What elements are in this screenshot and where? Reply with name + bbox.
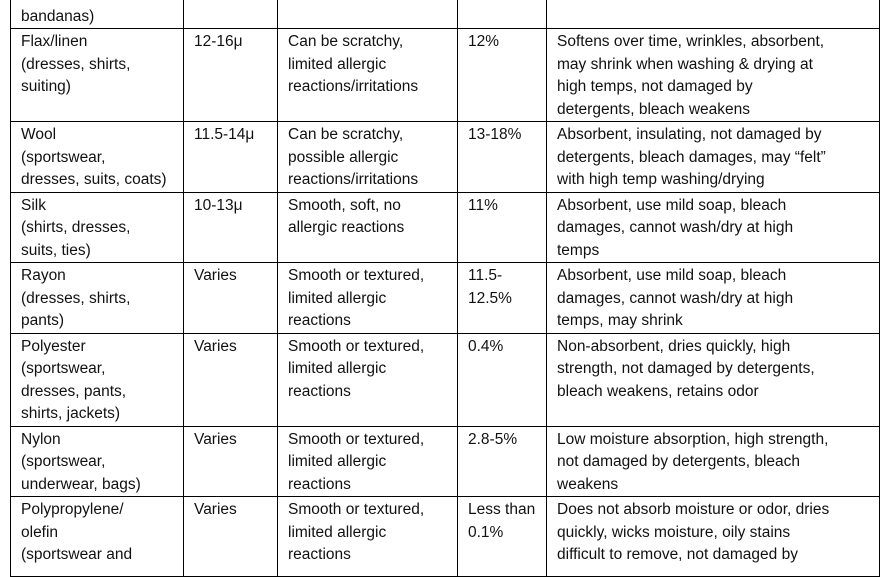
cell-text-line: Does not absorb moisture or odor, dries xyxy=(557,501,830,518)
cell-text-line: Absorbent, use mild soap, bleach xyxy=(557,196,787,214)
fiber-cell xyxy=(11,497,184,577)
moisture-regain-cell xyxy=(458,263,547,334)
cell-text-line: limited allergic xyxy=(288,55,387,73)
cell-text-line: Varies xyxy=(194,337,237,355)
cell-text-line: Polypropylene/ xyxy=(21,501,124,518)
cell-text-line: 12% xyxy=(468,33,500,50)
cell-text-line: reactions xyxy=(288,312,351,329)
cell-text-line: underwear, bags) xyxy=(21,475,141,493)
cell-text-line: 0.4% xyxy=(468,337,504,355)
cell-text-line: damages, cannot wash/dry at high xyxy=(557,289,794,307)
cell-text-line: (dresses, shirts, xyxy=(21,55,131,73)
cell-text-line: reactions/irritations xyxy=(288,171,419,188)
cell-text-line: (sportswear and xyxy=(21,546,133,563)
care-properties-cell xyxy=(547,426,880,497)
cell-text-line: Non-absorbent, dries quickly, high xyxy=(557,337,791,355)
fiber-cell xyxy=(11,333,184,426)
cell-text-line: damages, cannot wash/dry at high xyxy=(557,219,794,236)
diameter-cell xyxy=(184,122,278,193)
cell-text-line: pants) xyxy=(21,312,65,329)
care-properties-cell xyxy=(547,0,880,29)
moisture-regain-cell xyxy=(458,497,547,577)
cell-text-line: reactions xyxy=(288,382,351,400)
care-properties-cell xyxy=(547,29,880,122)
cell-text-line: (sportswear, xyxy=(21,360,106,377)
cell-text-line: 12.5% xyxy=(468,289,512,307)
cell-text-line: strength, not damaged by detergents, xyxy=(557,360,815,377)
cell-text-line: 10-13μ xyxy=(194,196,243,214)
cell-text-line: Smooth or textured, xyxy=(288,501,425,518)
fiber-cell xyxy=(11,29,184,122)
cell-text-line: quickly, wicks moisture, oily stains xyxy=(557,523,791,541)
care-properties-cell xyxy=(547,192,880,263)
cell-text-line: dresses, pants, xyxy=(21,382,127,400)
cell-text-line: 11.5- xyxy=(468,267,503,284)
cell-text-line: limited allergic xyxy=(288,360,387,377)
table-row xyxy=(11,29,880,122)
cell-text-line: olefin xyxy=(21,523,59,541)
cell-text-line: Smooth, soft, no xyxy=(288,196,401,214)
table-row xyxy=(11,122,880,193)
feel-cell xyxy=(278,263,458,334)
table-row xyxy=(11,192,880,263)
fiber-cell xyxy=(11,0,184,29)
cell-text-line: Varies xyxy=(194,501,237,518)
fiber-properties-table xyxy=(10,0,880,577)
table-row xyxy=(11,263,880,334)
feel-cell xyxy=(278,333,458,426)
moisture-regain-cell xyxy=(458,0,547,29)
moisture-regain-cell xyxy=(458,29,547,122)
cell-text-line xyxy=(468,0,540,6)
cell-text-line: difficult to remove, not damaged by xyxy=(557,546,798,563)
cell-text-line: 13-18% xyxy=(468,126,522,143)
cell-text-line: Nylon xyxy=(21,430,61,448)
table-row xyxy=(11,497,880,577)
cell-text-line: Flax/linen xyxy=(21,33,88,50)
feel-cell xyxy=(278,497,458,577)
cell-text-line: 11.5-14μ xyxy=(194,126,255,143)
table-row xyxy=(11,0,880,29)
cell-text-line: (shirts, dresses, xyxy=(21,219,131,236)
fiber-cell xyxy=(11,426,184,497)
care-properties-cell xyxy=(547,497,880,577)
care-properties-cell xyxy=(547,263,880,334)
cell-text-line: 11% xyxy=(468,196,498,214)
cell-text-line: Wool xyxy=(21,126,57,143)
cell-text-line: Low moisture absorption, high strength, xyxy=(557,430,829,448)
cell-text-line: possible allergic xyxy=(288,148,399,166)
cell-text-line: (sportswear, xyxy=(21,453,106,470)
cell-text-line xyxy=(557,0,873,6)
cell-text-line: high temps, not damaged by xyxy=(557,78,753,95)
feel-cell xyxy=(278,192,458,263)
cell-text-line: suiting) xyxy=(21,78,71,95)
table-row xyxy=(11,333,880,426)
fiber-cell xyxy=(11,263,184,334)
cell-text-line: Absorbent, use mild soap, bleach xyxy=(557,267,787,284)
cell-text-line: temps, may shrink xyxy=(557,312,683,329)
diameter-cell xyxy=(184,426,278,497)
diameter-cell xyxy=(184,263,278,334)
cell-text-line: not damaged by detergents, bleach xyxy=(557,453,801,470)
feel-cell xyxy=(278,122,458,193)
cell-text-line: Varies xyxy=(194,430,237,448)
care-properties-cell xyxy=(547,333,880,426)
diameter-cell xyxy=(184,192,278,263)
cell-text-line: detergents, bleach weakens xyxy=(557,100,751,118)
diameter-cell xyxy=(184,497,278,577)
cell-text-line: suits, ties) xyxy=(21,241,91,259)
diameter-cell xyxy=(184,0,278,29)
cell-text-line: 2.8-5% xyxy=(468,430,518,448)
care-properties-cell xyxy=(547,122,880,193)
cell-text-line: with high temp washing/drying xyxy=(557,171,765,188)
cell-text-line: 12-16μ xyxy=(194,33,243,50)
feel-cell xyxy=(278,29,458,122)
cell-text-line: dresses, suits, coats) xyxy=(21,171,167,188)
cell-text-line: Can be scratchy, xyxy=(288,126,404,143)
cell-text-line: bandanas) xyxy=(21,7,95,25)
cell-text-line: (sportswear, xyxy=(21,148,106,166)
cell-text-line: Smooth or textured, xyxy=(288,430,425,448)
cell-text-line: 0.1% xyxy=(468,523,504,541)
cell-text-line: may shrink when washing & drying at xyxy=(557,55,813,73)
feel-cell xyxy=(278,426,458,497)
cell-text-line: reactions xyxy=(288,546,351,563)
cell-text-line: Absorbent, insulating, not damaged by xyxy=(557,126,822,143)
cell-text-line: Silk xyxy=(21,196,46,214)
cell-text-line: Varies xyxy=(194,267,237,284)
moisture-regain-cell xyxy=(458,122,547,193)
cell-text-line: limited allergic xyxy=(288,289,387,307)
cell-text-line: detergents, bleach damages, may “felt” xyxy=(557,148,826,166)
cell-text-line: (dresses, shirts, xyxy=(21,289,131,307)
cell-text-line: Softens over time, wrinkles, absorbent, xyxy=(557,33,825,50)
cell-text-line: Smooth or textured, xyxy=(288,267,425,284)
moisture-regain-cell xyxy=(458,333,547,426)
cell-text-line: limited allergic xyxy=(288,453,387,470)
table-row xyxy=(11,426,880,497)
cell-text-line: Less than xyxy=(468,501,536,518)
cell-text-line: allergic reactions xyxy=(288,219,405,236)
cell-text-line: weakens xyxy=(557,475,619,493)
fiber-cell xyxy=(11,122,184,193)
cell-text-line xyxy=(194,0,271,6)
cell-text-line: Rayon xyxy=(21,267,66,284)
diameter-cell xyxy=(184,29,278,122)
cell-text-line: bleach weakens, retains odor xyxy=(557,382,759,400)
fiber-cell xyxy=(11,192,184,263)
cell-text-line: shirts, jackets) xyxy=(21,405,121,422)
cell-text-line: Smooth or textured, xyxy=(288,337,425,355)
table-body xyxy=(11,0,880,577)
cell-text-line: reactions/irritations xyxy=(288,78,419,95)
cell-text-line: limited allergic xyxy=(288,523,387,541)
cell-text-line xyxy=(288,0,451,6)
cell-text-line: Polyester xyxy=(21,337,86,355)
moisture-regain-cell xyxy=(458,192,547,263)
cell-text-line: temps xyxy=(557,241,600,259)
diameter-cell xyxy=(184,333,278,426)
moisture-regain-cell xyxy=(458,426,547,497)
feel-cell xyxy=(278,0,458,29)
cell-text-line: Can be scratchy, xyxy=(288,33,404,50)
cell-text-line: reactions xyxy=(288,475,351,493)
